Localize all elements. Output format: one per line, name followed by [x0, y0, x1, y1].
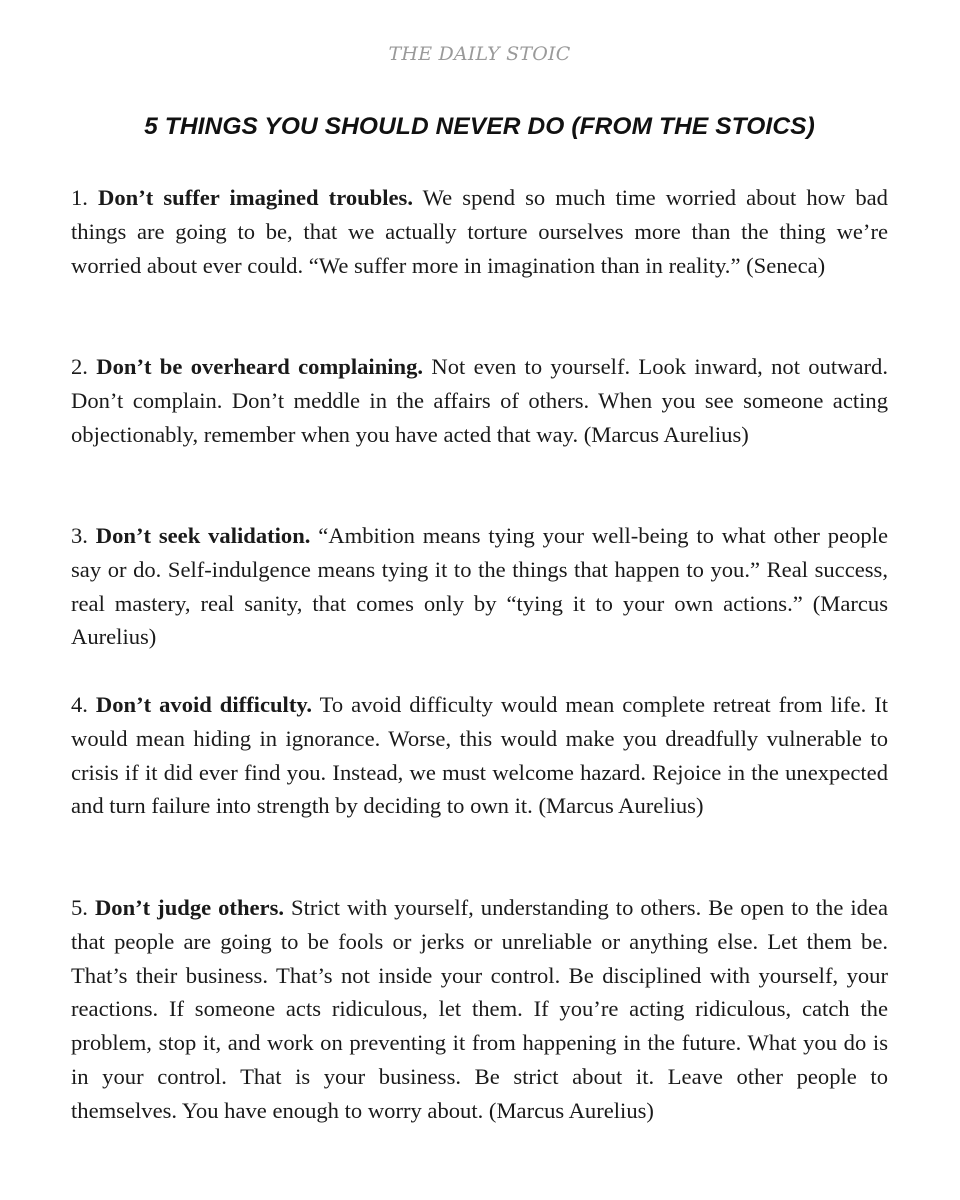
item-number: 4.	[71, 692, 88, 717]
item-heading: Don’t be overheard complaining.	[96, 354, 424, 379]
item-body: “Ambition means tying your well-being to what other people say or do. Self-indulgence means tying it to the things that happen to you.” Real success, real mastery, real sanity, that comes only by “tying it to your own actions.” (Marcus Aurelius)	[71, 523, 888, 650]
list-item	[71, 350, 888, 451]
item-number: 1.	[71, 185, 88, 210]
list-item	[71, 688, 888, 823]
brand-header: THE DAILY STOIC	[388, 43, 571, 65]
item-heading: Don’t seek validation.	[95, 523, 311, 548]
list-item	[71, 891, 888, 1128]
item-body: To avoid difficulty would mean complete retreat from life. It would mean hiding in ignorance. Worse, this would make you dreadfully vulnerable to crisis if it did ever find you. Instead, we must welcome hazard. Rejoice in the unexpected and turn failure into strength by deciding to own it. (Marcus Aurelius)	[71, 692, 888, 819]
item-body: Strict with yourself, understanding to others. Be open to the idea that people are going to be fools or jerks or unreliable or anything else. Let them be. That’s their business. That’s not inside your control. Be disciplined with yourself, your reactions. If someone acts ridiculous, let them. If you’re acting ridiculous, catch the problem, stop it, and work on preventing it from happening in the future. What you do is in your control. That is your business. Be strict about it. Leave other people to themselves. You have enough to worry about. (Marcus Aurelius)	[71, 895, 889, 1123]
item-body: Not even to yourself. Look inward, not outward. Don’t complain. Don’t meddle in the affairs of others. When you see someone acting objectionably, remember when you have acted that way. (Marcus Aurelius)	[71, 354, 888, 447]
item-heading: Don’t judge others.	[94, 895, 285, 920]
item-body: We spend so much time worried about how bad things are going to be, that we actually torture ourselves more than the thing we’re worried about ever could. “We suffer more in imagination than in reality.” (Seneca)	[71, 185, 888, 278]
page-title: 5 THINGS YOU SHOULD NEVER DO (FROM THE STOICS)	[144, 113, 815, 140]
item-heading: Don’t suffer imagined troubles.	[98, 185, 413, 210]
list-item	[71, 519, 888, 654]
item-number: 5.	[71, 895, 88, 920]
item-heading: Don’t avoid difficulty.	[95, 692, 313, 717]
item-number: 3.	[71, 523, 88, 548]
list-item	[71, 181, 888, 282]
item-number: 2.	[71, 354, 88, 379]
